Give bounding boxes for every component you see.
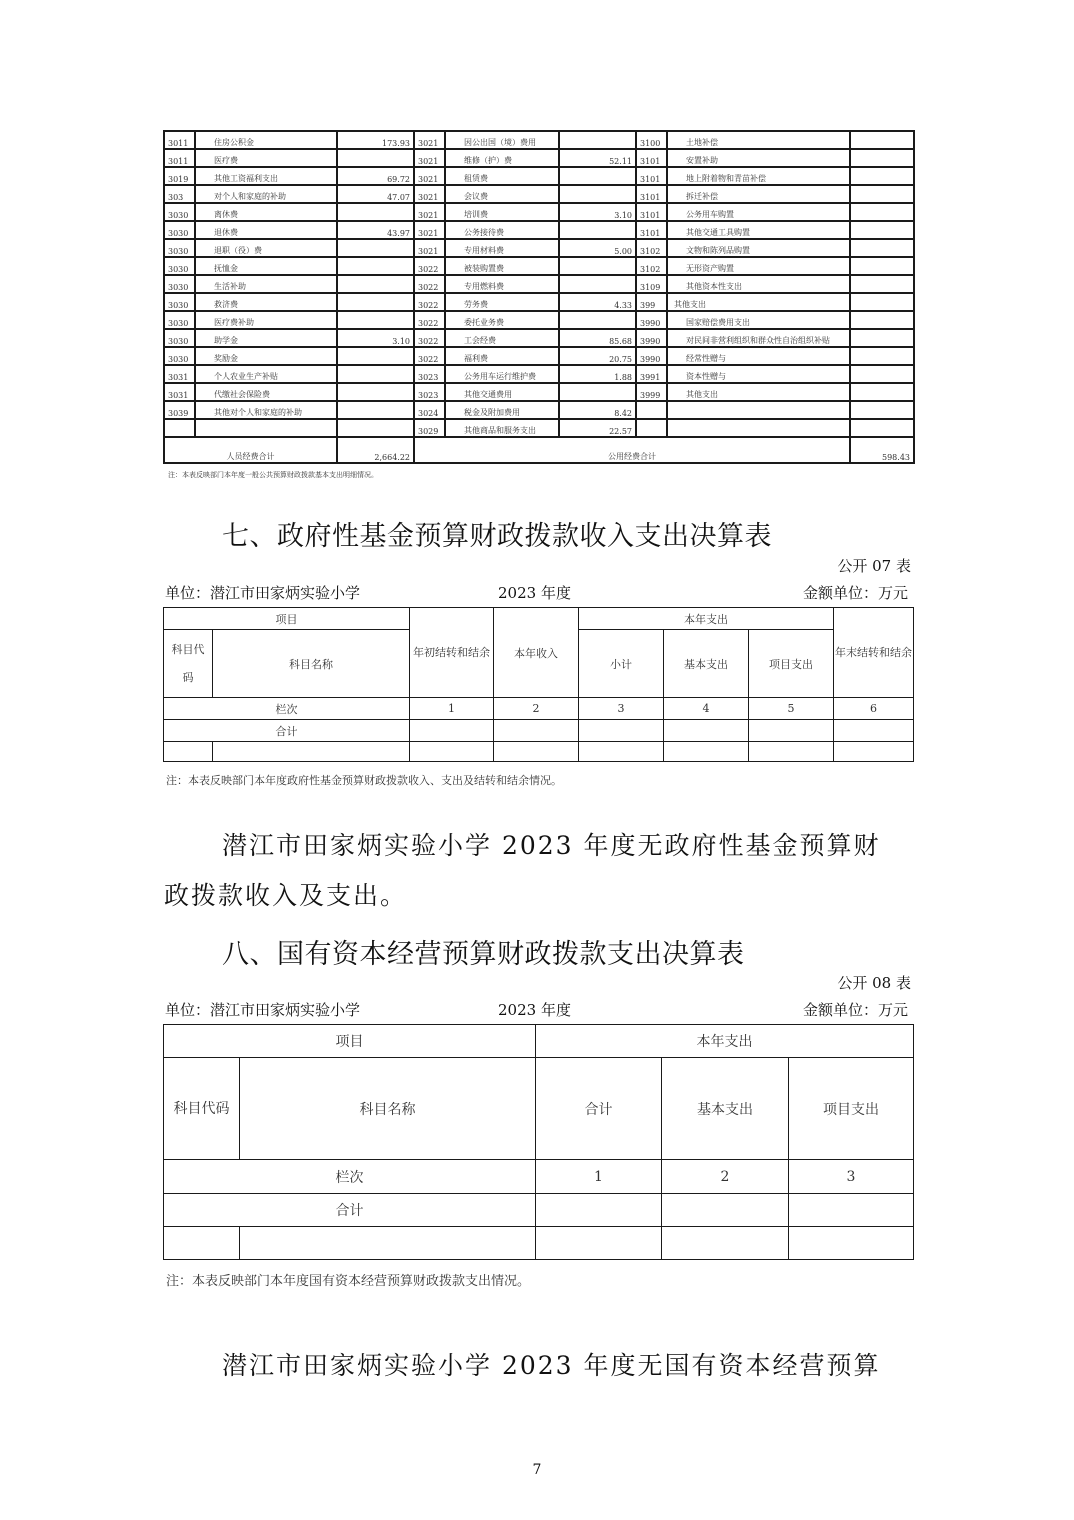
basic-expense-detail-table bbox=[163, 130, 915, 464]
item-code: 3021 bbox=[414, 239, 445, 257]
item-code: 3022 bbox=[414, 257, 445, 275]
item-amount: 3.10 bbox=[559, 203, 636, 221]
item-code: 3039 bbox=[164, 401, 195, 419]
section8-title: 八、国有资本经营预算财政拨款支出决算表 bbox=[222, 939, 745, 970]
item-name: 对个人和家庭的补助 bbox=[195, 185, 337, 203]
item-amount: 52.11 bbox=[559, 149, 636, 167]
item-name: 其他交通工具购置 bbox=[667, 221, 850, 239]
item-code: 3030 bbox=[164, 257, 195, 275]
public-total-value: 598.43 bbox=[850, 437, 914, 463]
item-name: 公务用车购置 bbox=[667, 203, 850, 221]
item-amount bbox=[850, 167, 914, 185]
item-name: 医疗费补助 bbox=[195, 311, 337, 329]
section8-note: 注：本表反映部门本年度国有资本经营预算财政拨款支出情况。 bbox=[166, 1274, 531, 1289]
section8-currency: 金额单位：万元 bbox=[802, 1001, 908, 1019]
item-amount: 69.72 bbox=[337, 167, 414, 185]
table-row bbox=[164, 419, 914, 437]
item-code: 3101 bbox=[636, 203, 667, 221]
header-name: 科目名称 bbox=[213, 630, 410, 698]
total-row bbox=[164, 1194, 914, 1227]
column-number: 2 bbox=[494, 698, 579, 720]
item-code: 3021 bbox=[414, 131, 445, 149]
item-amount bbox=[850, 365, 914, 383]
column-number: 3 bbox=[579, 698, 664, 720]
item-code: 3023 bbox=[414, 383, 445, 401]
item-name: 住房公积金 bbox=[195, 131, 337, 149]
item-code: 3030 bbox=[164, 347, 195, 365]
item-code: 3030 bbox=[164, 221, 195, 239]
section8-year: 2023 年度 bbox=[498, 1001, 571, 1019]
table-row bbox=[164, 365, 914, 383]
item-code: 3990 bbox=[636, 329, 667, 347]
item-amount: 85.68 bbox=[559, 329, 636, 347]
item-amount bbox=[337, 257, 414, 275]
item-code: 3021 bbox=[414, 185, 445, 203]
item-code: 3100 bbox=[636, 131, 667, 149]
column-number: 2 bbox=[662, 1160, 789, 1194]
item-amount bbox=[337, 293, 414, 311]
table-row bbox=[164, 329, 914, 347]
item-name bbox=[195, 419, 337, 437]
item-name: 奖励金 bbox=[195, 347, 337, 365]
item-amount bbox=[559, 311, 636, 329]
item-amount: 8.42 bbox=[559, 401, 636, 419]
item-name: 个人农业生产补贴 bbox=[195, 365, 337, 383]
item-name: 无形资产购置 bbox=[667, 257, 850, 275]
item-name: 对民间非营利组织和群众性自治组织补贴 bbox=[667, 329, 850, 347]
item-amount bbox=[850, 293, 914, 311]
item-code: 3019 bbox=[164, 167, 195, 185]
item-amount: 5.00 bbox=[559, 239, 636, 257]
header-code: 科目代码 bbox=[164, 630, 213, 698]
section7-currency: 金额单位：万元 bbox=[802, 584, 908, 602]
item-name: 维修（护）费 bbox=[445, 149, 559, 167]
table-row bbox=[164, 257, 914, 275]
column-row-label: 栏次 bbox=[164, 698, 410, 720]
item-name: 其他资本性支出 bbox=[667, 275, 850, 293]
header-begin-balance: 年初结转和结余 bbox=[410, 608, 494, 698]
table-row bbox=[164, 203, 914, 221]
item-amount bbox=[850, 275, 914, 293]
item-name: 国家赔偿费用支出 bbox=[667, 311, 850, 329]
item-code: 3022 bbox=[414, 311, 445, 329]
table-row bbox=[164, 401, 914, 419]
header-expense: 本年支出 bbox=[579, 608, 834, 630]
item-name: 公务用车运行维护费 bbox=[445, 365, 559, 383]
item-amount bbox=[850, 149, 914, 167]
page-number: 7 bbox=[532, 1462, 542, 1478]
item-code bbox=[164, 419, 195, 437]
item-name: 其他支出 bbox=[667, 383, 850, 401]
item-name: 医疗费 bbox=[195, 149, 337, 167]
column-number: 6 bbox=[834, 698, 914, 720]
header-project: 项目 bbox=[164, 1025, 536, 1058]
item-code: 3031 bbox=[164, 365, 195, 383]
item-name: 被装购置费 bbox=[445, 257, 559, 275]
total-row bbox=[164, 720, 914, 742]
table-row bbox=[164, 347, 914, 365]
personnel-total-label: 人员经费合计 bbox=[164, 437, 337, 463]
item-amount bbox=[850, 419, 914, 437]
item-amount bbox=[559, 221, 636, 239]
item-name: 退休费 bbox=[195, 221, 337, 239]
section7-meta bbox=[165, 582, 908, 603]
header-income: 本年收入 bbox=[494, 608, 579, 698]
item-amount bbox=[337, 311, 414, 329]
item-name: 经常性赠与 bbox=[667, 347, 850, 365]
item-amount: 43.97 bbox=[337, 221, 414, 239]
section7-note: 注：本表反映部门本年度政府性基金预算财政拨款收入、支出及结转和结余情况。 bbox=[166, 774, 562, 787]
empty-row bbox=[164, 1227, 914, 1260]
item-name: 福利费 bbox=[445, 347, 559, 365]
header-total: 合计 bbox=[536, 1058, 662, 1160]
item-code: 3101 bbox=[636, 221, 667, 239]
item-name: 文物和陈列品购置 bbox=[667, 239, 850, 257]
section8-statement: 潜江市田家炳实验小学 2023 年度无国有资本经营预算 bbox=[222, 1351, 881, 1380]
item-amount bbox=[559, 185, 636, 203]
item-code: 3029 bbox=[414, 419, 445, 437]
item-amount bbox=[337, 401, 414, 419]
item-name: 专用燃料费 bbox=[445, 275, 559, 293]
item-code: 3109 bbox=[636, 275, 667, 293]
item-amount: 1.88 bbox=[559, 365, 636, 383]
table-row bbox=[164, 185, 914, 203]
item-amount bbox=[850, 239, 914, 257]
item-code: 3024 bbox=[414, 401, 445, 419]
header-name: 科目名称 bbox=[240, 1058, 536, 1160]
item-name bbox=[667, 401, 850, 419]
item-amount bbox=[850, 347, 914, 365]
table-row bbox=[164, 383, 914, 401]
section7-title: 七、政府性基金预算财政拨款收入支出决算表 bbox=[222, 521, 772, 552]
item-name: 安置补助 bbox=[667, 149, 850, 167]
item-code: 3991 bbox=[636, 365, 667, 383]
header-expense: 本年支出 bbox=[536, 1025, 914, 1058]
item-code: 3022 bbox=[414, 293, 445, 311]
item-amount bbox=[337, 347, 414, 365]
item-code: 3101 bbox=[636, 185, 667, 203]
item-name: 资本性赠与 bbox=[667, 365, 850, 383]
table-row bbox=[164, 311, 914, 329]
column-number: 5 bbox=[749, 698, 834, 720]
section7-year: 2023 年度 bbox=[498, 584, 571, 602]
item-code: 3030 bbox=[164, 293, 195, 311]
item-amount bbox=[337, 203, 414, 221]
item-name: 代缴社会保险费 bbox=[195, 383, 337, 401]
item-name: 劳务费 bbox=[445, 293, 559, 311]
column-number-row bbox=[164, 698, 914, 720]
item-code: 3023 bbox=[414, 365, 445, 383]
item-amount bbox=[850, 185, 914, 203]
item-code bbox=[636, 419, 667, 437]
item-amount: 4.33 bbox=[559, 293, 636, 311]
item-name: 培训费 bbox=[445, 203, 559, 221]
table06-note: 注：本表反映部门本年度一般公共预算财政拨款基本支出明细情况。 bbox=[168, 471, 378, 479]
personnel-total-value: 2,664.22 bbox=[337, 437, 414, 463]
item-amount bbox=[337, 275, 414, 293]
section7-unit: 单位：潜江市田家炳实验小学 bbox=[165, 584, 361, 602]
item-code: 3101 bbox=[636, 149, 667, 167]
item-amount bbox=[850, 131, 914, 149]
item-code: 3022 bbox=[414, 275, 445, 293]
item-amount bbox=[337, 239, 414, 257]
item-code: 3011 bbox=[164, 149, 195, 167]
section8-meta bbox=[165, 999, 908, 1020]
empty-row bbox=[164, 742, 914, 762]
item-name: 税金及附加费用 bbox=[445, 401, 559, 419]
item-amount bbox=[559, 383, 636, 401]
section8-pub-no: 公开 08 表 bbox=[837, 974, 911, 992]
section8-unit: 单位：潜江市田家炳实验小学 bbox=[165, 1001, 361, 1019]
item-name: 其他交通费用 bbox=[445, 383, 559, 401]
item-code: 3021 bbox=[414, 167, 445, 185]
item-amount bbox=[337, 365, 414, 383]
item-amount bbox=[337, 149, 414, 167]
item-name: 生活补助 bbox=[195, 275, 337, 293]
item-code: 3030 bbox=[164, 203, 195, 221]
item-code: 3102 bbox=[636, 257, 667, 275]
column-number: 1 bbox=[536, 1160, 662, 1194]
item-amount bbox=[559, 257, 636, 275]
item-code: 3022 bbox=[414, 347, 445, 365]
column-number: 4 bbox=[664, 698, 749, 720]
item-code: 3021 bbox=[414, 221, 445, 239]
item-name: 公务接待费 bbox=[445, 221, 559, 239]
item-code: 3011 bbox=[164, 131, 195, 149]
table-row bbox=[164, 131, 914, 149]
column-row-label: 栏次 bbox=[164, 1160, 536, 1194]
table-row bbox=[164, 221, 914, 239]
item-code: 3102 bbox=[636, 239, 667, 257]
header-project-exp: 项目支出 bbox=[789, 1058, 914, 1160]
item-amount bbox=[559, 131, 636, 149]
item-code: 3031 bbox=[164, 383, 195, 401]
item-name: 助学金 bbox=[195, 329, 337, 347]
section7-statement-line2: 政拨款收入及支出。 bbox=[164, 881, 408, 910]
item-amount: 3.10 bbox=[337, 329, 414, 347]
item-code: 3999 bbox=[636, 383, 667, 401]
header-subtotal: 小计 bbox=[579, 630, 664, 698]
item-code: 3030 bbox=[164, 329, 195, 347]
item-name: 其他支出 bbox=[667, 293, 850, 311]
item-name: 地上附着物和青苗补偿 bbox=[667, 167, 850, 185]
item-code: 3021 bbox=[414, 203, 445, 221]
section7-pub-no: 公开 07 表 bbox=[837, 557, 911, 575]
item-amount bbox=[850, 329, 914, 347]
item-name: 拆迁补偿 bbox=[667, 185, 850, 203]
item-name: 会议费 bbox=[445, 185, 559, 203]
item-amount bbox=[850, 383, 914, 401]
item-name: 其他对个人和家庭的补助 bbox=[195, 401, 337, 419]
item-amount: 47.07 bbox=[337, 185, 414, 203]
item-name bbox=[667, 419, 850, 437]
item-name: 委托业务费 bbox=[445, 311, 559, 329]
item-amount bbox=[850, 401, 914, 419]
table-row bbox=[164, 149, 914, 167]
item-name: 其他工资福利支出 bbox=[195, 167, 337, 185]
section7-statement-line1: 潜江市田家炳实验小学 2023 年度无政府性基金预算财 bbox=[222, 831, 881, 860]
item-name: 租赁费 bbox=[445, 167, 559, 185]
state-capital-table bbox=[163, 1024, 914, 1260]
total-label: 合计 bbox=[164, 1194, 536, 1227]
item-code: 3030 bbox=[164, 239, 195, 257]
table-row bbox=[164, 275, 914, 293]
item-amount bbox=[850, 203, 914, 221]
item-amount: 22.57 bbox=[559, 419, 636, 437]
header-basic: 基本支出 bbox=[664, 630, 749, 698]
item-amount bbox=[337, 383, 414, 401]
item-code: 3021 bbox=[414, 149, 445, 167]
item-name: 土地补偿 bbox=[667, 131, 850, 149]
column-number: 1 bbox=[410, 698, 494, 720]
public-total-label: 公用经费合计 bbox=[414, 437, 850, 463]
item-code: 3030 bbox=[164, 311, 195, 329]
item-name: 退职（役）费 bbox=[195, 239, 337, 257]
item-code: 399 bbox=[636, 293, 667, 311]
header-basic: 基本支出 bbox=[662, 1058, 789, 1160]
item-name: 专用材料费 bbox=[445, 239, 559, 257]
item-amount: 20.75 bbox=[559, 347, 636, 365]
item-amount bbox=[850, 221, 914, 239]
column-number-row bbox=[164, 1160, 914, 1194]
item-name: 工会经费 bbox=[445, 329, 559, 347]
header-project-exp: 项目支出 bbox=[749, 630, 834, 698]
item-code: 3101 bbox=[636, 167, 667, 185]
table-row bbox=[164, 239, 914, 257]
header-end-balance: 年末结转和结余 bbox=[834, 608, 914, 698]
item-amount bbox=[850, 311, 914, 329]
item-amount bbox=[337, 419, 414, 437]
item-code: 3990 bbox=[636, 347, 667, 365]
header-code: 科目代码 bbox=[164, 1058, 240, 1160]
totals-row bbox=[164, 437, 914, 463]
table-row bbox=[164, 293, 914, 311]
item-name: 离休费 bbox=[195, 203, 337, 221]
item-name: 因公出国（境）费用 bbox=[445, 131, 559, 149]
item-code: 3990 bbox=[636, 311, 667, 329]
item-code: 303 bbox=[164, 185, 195, 203]
gov-fund-table bbox=[163, 607, 914, 762]
item-amount bbox=[559, 275, 636, 293]
item-code bbox=[636, 401, 667, 419]
column-number: 3 bbox=[789, 1160, 914, 1194]
header-project: 项目 bbox=[164, 608, 410, 630]
item-amount bbox=[559, 167, 636, 185]
item-code: 3022 bbox=[414, 329, 445, 347]
item-name: 抚恤金 bbox=[195, 257, 337, 275]
total-label: 合计 bbox=[164, 720, 410, 742]
item-code: 3030 bbox=[164, 275, 195, 293]
item-name: 其他商品和服务支出 bbox=[445, 419, 559, 437]
item-amount bbox=[850, 257, 914, 275]
table-row bbox=[164, 167, 914, 185]
item-amount: 173.93 bbox=[337, 131, 414, 149]
item-name: 救济费 bbox=[195, 293, 337, 311]
